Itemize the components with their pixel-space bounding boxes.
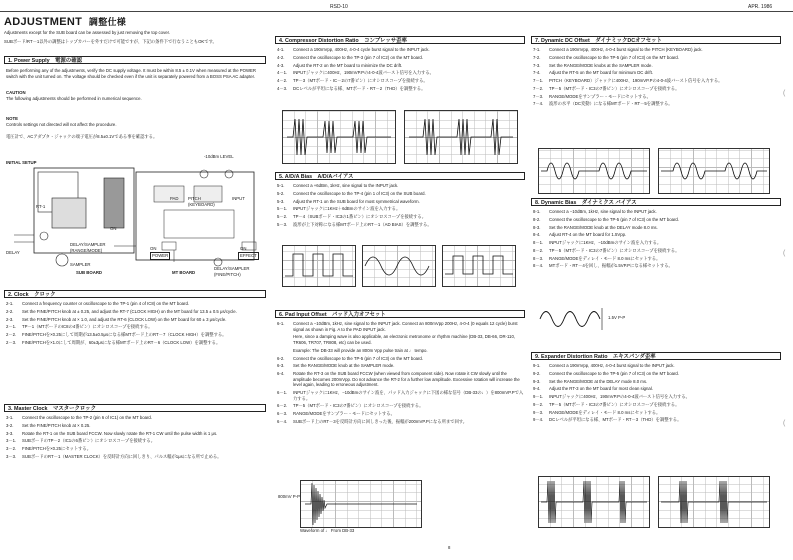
initial-setup-title: INITIAL SETUP <box>6 160 37 165</box>
power-supply-jp: 電圧計で、ACアダプタ・ジャックの端子電圧が8.5±0.1Vである事を確認する。 <box>6 134 158 139</box>
label-input: INPUT <box>232 196 245 201</box>
bias-wave-label: 1.5V P-P <box>608 315 626 320</box>
label-effect: EFFECT <box>240 253 257 258</box>
section-ada-bias: 5. A/D/A Bias A/D/Aバイアス <box>275 172 525 180</box>
caution-title: CAUTION <box>6 90 26 95</box>
pad-wave-caption: Waveform of ♩ From DB-33 <box>300 528 355 533</box>
scope-compressor-2 <box>404 110 518 164</box>
section-pad-input-offset: 6. Pad Input Offset パッド入力オフセット <box>275 310 525 318</box>
page-number: 8 <box>448 545 451 550</box>
scope-bias-2 <box>362 245 436 287</box>
page-title: ADJUSTMENT 調整仕様 <box>4 16 127 28</box>
power-supply-text: Before performing any of the adjustments, verify the DC supply voltage. It must be within 8.5 ± 0.1V when measured at the POWER switch with the unit turned on. The voltage should be checked even if the unit is separately powered from a BOSS PSA AC adapter. <box>6 68 257 79</box>
section-power-supply: 1. Power Supply 電源の確認 <box>4 56 266 64</box>
dynamic-dc-steps: 7-1. Connect a 190mVpp, 400Hz, 4-0-4 burst signal to the PITCH (KEYBOARD) jack. 7-2. Connect the oscilloscope to the TP-5 (pin 7 of IC3) on the MT board. 7-3. Set the RANGE/MODE knobs at the SAMPLER mode. 7-4. Adjust the RT-5 on the MT board for minimum DC drift. 7－1. PITCH（KEYBOARD）ジャックに400Hz、190mVP.Pの4-0-4波バースト信号を入力する。 7－2. TP－5（MTボード・IC3の7番ピン）にオシロスコープを接続する。 7－3. RANGE/MODEをサンプラー・モードにセットする。 7－4. 波形の水平（DC変動）になる様MTボード・RT－5を調整する。 <box>533 47 723 107</box>
revision-date: APR. 1986 <box>748 4 773 10</box>
label-sub-board: SUB BOARD <box>76 270 103 275</box>
label-range-mode: DELAY/SAMPLER (RANGE/MODE) <box>70 242 106 253</box>
scope-dynamic-dc-1 <box>538 148 650 194</box>
section-dynamic-bias: 8. Dynamic Bias ダイナミクス バイアス <box>531 198 781 206</box>
caution-text: The following adjustments should be performed in numerical sequence. <box>6 96 142 101</box>
master-clock-steps: 3-1. Connect the oscilloscope to the TP-2 (pin 6 of IC1) on the MT board. 3-2. Set the FINE/PITCH knob at × 0.25. 3-3. Rotate the RT-1 on the SUB board FCCW. Now slowly rotate the RT-1 CW until the pulse width is 1 μs. 3－1. SUBボードのTP－2（IC1の6番ピン）にオシロスコープを接続する。 3－2. FINE/PITCHを×0.25にセットする。 3－3. SUBボードのRT－1（MASTER CLOCK）を反時計方向に回しきり、パルス幅が1μsになる所で止める。 <box>6 415 222 459</box>
dynamic-bias-steps: 8-1. Connect a −10dBm, 1kHz, sine signal to the INPUT jack. 8-2. Connect the oscilloscope to the TP-5 (pin 7 of IC3) on the MT board. 8-3. Set the RANGE/MODE knob at the DELAY mode 8.0 ms. 8-4. Adjust RT-4 on the MT board for 1.5Vpp. 8－1. INPUTジャックに1KHz、−10dBmのサイン波を入力する。 8－2. TP－5（MTボード・IC3の7番ピン）にオシロスコープを接続する。 8－3. RANGE/MODEをディレイ・モード 8.0 msにセットする。 8－4. MTボード・RT－4を回し、振幅が1.5VP.Pになる様セットする。 <box>533 209 680 269</box>
scope-bias-1 <box>282 245 356 287</box>
bias-sine-wave <box>538 306 608 332</box>
header-rule <box>0 11 793 12</box>
label-on: ON <box>110 226 117 231</box>
scope-expander-1 <box>538 476 650 528</box>
label-power-on: ON <box>150 246 157 251</box>
section-expander-distortion: 9. Expander Distortion Ratio エキスパンダ歪率 <box>531 352 781 360</box>
ada-bias-steps: 5-1. Connect a +6dBm, 1kHz, sine signal to the INPUT jack. 5-2. Connect the oscilloscope to the TP-4 (pin 1 of IC3) on the SUB board. 5-3. Adjust the RT-1 on the SUB board for most symmetrical waveform. 5－1. INPUTジャックに1KHz＋6dBmのサイン波を入力する。 5－2. TP－4（SUBボード・IC3の1番ピン）にオシロスコープを接続する。 5－3. 波形が上下対称になる様MTボード上のRT－1（AD BIAS）を調整する。 <box>277 183 432 227</box>
label-sampler: SAMPLER <box>70 262 91 267</box>
model-name: RSD-10 <box>330 4 348 10</box>
label-fine-pitch: DELAY/SAMPLER (FINE/PITCH) <box>214 266 250 277</box>
section-clock: 2. Clock クロック <box>4 290 266 298</box>
label-pitch: PITCH (KEYBOARD) <box>188 196 215 207</box>
pad-wave-label: 800mV P-P <box>278 494 300 499</box>
compressor-steps: 4-1. Connect a 190mVpp, 400Hz, 4-0-4 cycle burst signal to the INPUT jack. 4-2. Connect the oscilloscope to the TP-3 (pin 7 of IC2) on the MT board. 4-3. Adjust the RT-2 on the MT board to minimize the DC drift. 4－1. INPUTジャックに400Hz、190mVP.Pの4-0-4波バースト信号を入力する。 4－2. TP－3（MTボード・IC－2の7番ピン）にオシロスコープを接続する。 4－3. DCレベルが平坦になる様、MTボード・RT－2（THD）を調整する。 <box>277 47 434 91</box>
scope-expander-2 <box>658 476 770 528</box>
label-mt-board: MT BOARD <box>172 270 196 275</box>
note-title: NOTE <box>6 116 18 121</box>
expander-steps: 9-1. Connect a 190mVpp, 400Hz, 4-0-4 burst signal to the INPUT jack. 9-2. Connect the oscilloscope to the TP-5 (pin 7 of IC3) on the MT board. 9-3. Set the RANGE/MODE at the DELAY mode 8.0 ms. 9-4. Adjust the RT-3 on the MT board for most clean signal. 9－1. INPUTジャックに400Hz、190mVP.Pの4-0-4波バースト信号を入力する。 9－2. TP－5（MTボード・IC3の7番ピン）にオシロスコープを接続する。 9－3. RANGE/MODEをディレイ・モード 8.0 msにセットする。 9－4. DCレベルが平坦になる様、MTボード・RT－3（THD）を調整する。 <box>533 363 690 423</box>
section-compressor-distortion: 4. Compressor Distortion Ratio コンプレッサ歪率 <box>275 36 525 44</box>
scope-bias-3 <box>442 245 516 287</box>
intro-en: Adjustments except for the SUB board can be assessed by just removing the top cover. <box>4 30 170 35</box>
scope-dynamic-dc-2 <box>658 148 770 194</box>
binding-mark: ( <box>783 90 786 97</box>
pad-offset-steps: 6-1. Connect a −10dBm, 1kHz, sine signal to the INPUT jack. Connect an 800mVpp 200Hz, 4-0-4 (0 equals 12 cycle) burst signal as shown in Fig. A to the PAD INPUT jack. Here, since a damping wave is also applicable, an electronic metronome or rhythm machine (DB-33, DB-66, DR-110, TR606, TR707, TR808, etc) can be used. Example: The DB-33 will provide an 800m Vpp pulse train at ♩ tempo. 6-2. Connect the oscilloscope to the TP-5 (pin 7 of IC3) on the MT board. 6-3. Set the RANGE/MODE knob at the SAMPLER mode. 6-4. Rotate the RT-3 on the SUB board FCCW (when viewed from component side). Now rotate it CW slowly until the amplitude becomes 200mVpp. Do not advance the RT-2 for a further low amplitude. Excessive rotation will increase the level again, leading to erroneous adjustment. 6－1. INPUTジャックに1KHz、−10dBmのサイン波を、パッド入力ジャックに下図の様な信号（DB-33の♩）を800mVP.Pで入力する。 6－2. TP－5（MTボード・IC3の7番ピン）にオシロスコープを接続する。 6－3. RANGE/MODEをサンプラー・モードにセットする。 6－4. SUBボード上のRT－3を反時計方向に回しきった後、振幅が200mVP.Pになる所まで回す。 <box>277 321 524 424</box>
label-rt1: RT-1 <box>36 204 46 209</box>
scope-pad-waveform <box>300 480 422 528</box>
initial-setup-diagram <box>4 150 268 280</box>
label-pad: PAD <box>170 196 179 201</box>
label-delay: DELAY <box>6 250 20 255</box>
binding-mark: ( <box>783 250 786 257</box>
clock-steps: 2-1. Connect a frequency counter or oscilloscope to the TP-1 (pin 4 of IC8) on the MT board. 2-2. Set the FINE/PITCH knob at ± 0.25, and adjust the RT-7 (CLOCK HIGH) on the MT board for 13.5 ± 0.5 μs/cycle. 2-3. Set the FINE/PITCH knob at × 1.0, and adjust the RT-6 (CLOCK LOW) on the MT board for 60 ± 3 μs/cycle. 2－1. TP－1（MTボードのIC8の4番ピン）にオシロスコープを接続する。 2－2. FINE/PITCHを×0.25にして周期が13.5±0.5μsになる様MTボード上のRT－7（CLOCK HIGH）を調整する。 2－3. FINE/PITCHを×1.0にして周期が、60±3μsになる様MTボード上のRT－6（CLOCK LOW）を調整する。 <box>6 301 237 345</box>
label-level: -10dBm LEVEL <box>204 154 234 159</box>
label-power: POWER <box>152 253 169 258</box>
section-dynamic-dc-offset: 7. Dynamic DC Offset ダイナミックDCオフセット <box>531 36 781 44</box>
binding-mark: ( <box>783 420 786 427</box>
section-master-clock: 3. Master Clock マスタークロック <box>4 404 266 412</box>
intro-jp: SUBボード/RT－1以外の調整はトップカバーを外すだけで可能ですが、下記の条件下で行なうこともOKです。 <box>4 39 217 44</box>
scope-compressor-1 <box>282 110 396 164</box>
label-effect-on: ON <box>240 246 247 251</box>
note-text: Controls settings not directed will not affect the procedure. <box>6 122 117 127</box>
